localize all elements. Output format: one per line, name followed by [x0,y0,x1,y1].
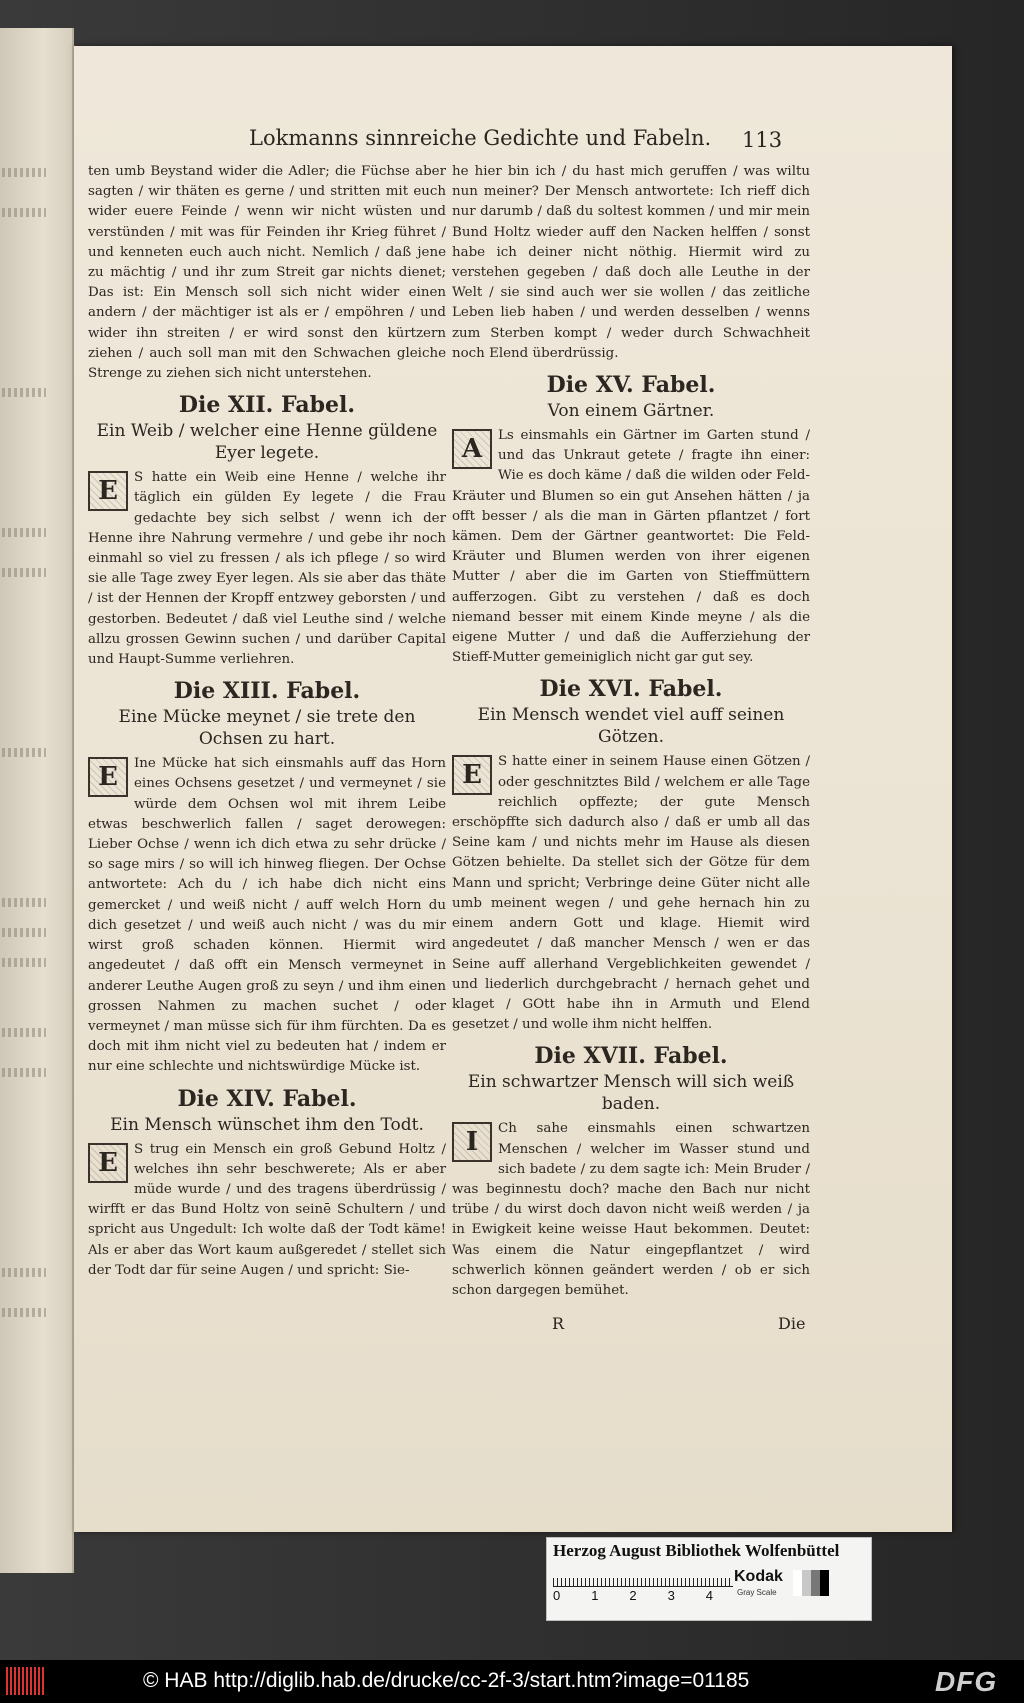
ruler-label: 3 [667,1588,675,1603]
fable-text: S hatte ein Weib eine Henne / welche ihr täglich ein gülden Ey legete / die Frau gedachte bey sich selbst / wenn ich der Henne ihre Nahrung vermehre / und gebe ihr noch einmahl so viel zu fressen / als ich pflege / so wird sie alle Tage zwey Eyer legen. Als sie aber das thäte / ist der Hennen der Kropff entzwey geborsten / und gestorben. Bedeutet / daß viel Leuthe sind / welche allzu grossen Gewinn suchen / und darüber Capital und Haupt-Summe verliehren. [88,470,446,668]
fable-text: Ls einsmahls ein Gärtner im Garten stund / und das Unkraut getete / fragte ihn einer: Wie es doch käme / daß die wilden oder Feld-Kräuter und Blumen so ein gut Ansehen hätten / ja offt besser / als die man in Gärten pflantzet / fort kämen. Dem der Gärtner geantwortet: Die Feld-Kräuter und Blumen werden von ihrer eigenen Mutter / aber die im Garten von Stieffmüttern aufferzogen. Gibt zu verstehen / daß es doch niemand besser mit einem Kinde meyne / als die eigene Mutter / und daß die Aufferziehung der Stieff-Mutter gemeiniglich nicht gar gut sey. [452,428,810,666]
fable-subtitle: Ein Weib / welcher eine Henne güldene Eyer legete. [96,421,438,464]
gray-patches [793,1570,829,1596]
gray-patch [820,1570,829,1596]
book-page [74,46,952,1532]
decorated-initial: I [452,1122,492,1162]
previous-page-edge [0,28,74,1573]
fable-title: Die XVII. Fabel. [534,1043,728,1070]
fable-title: Die XII. Fabel. [178,392,356,419]
signature-mark: R [552,1314,565,1333]
fable-subtitle: Eine Mücke meynet / sie trete den Ochsen zu hart. [118,707,416,750]
ruler-label: 2 [629,1588,637,1603]
library-label: Herzog August Bibliothek Wolfenbüttel [553,1541,840,1560]
decorated-initial: E [88,1143,128,1183]
fable-title: Die XIII. Fabel. [173,678,361,705]
fable-text: Ine Mücke hat sich einsmahls auff das Horn eines Ochsens gesetzet / und vermeynet / sie würde dem Ochsen wol mit ihrem Leibe etwas beschwerlich fallen / saget derowegen: Lieber Ochse / wenn ich dich etwa zu sehr drücke / so sage mirs / so will ich hinweg fliegen. Der Ochse antwortete: Ach du / ich habe dich nicht eins gemercket / und weiß nicht / auff welch Horn du dich gesetzet / und weiß auch nicht / was du mir wirst groß schaden können. Hiermit wird angedeutet / daß offt ein Mensch vermeynet in anderer Leuthe Augen groß zu seyn / und ihm einen grossen Nahmen zu machen suchet / oder vermeynet / man müsse sich für ihm fürchten. Da es doch mit ihm nicht viel zu bedeuten hat / indem er nur eine schlechte und nichtswürdige Mücke ist. [88,756,446,1075]
ruler-icon [553,1568,733,1587]
ruler-labels [553,1588,713,1603]
footer-bar [0,1660,1024,1703]
decorated-initial: E [452,755,492,795]
gray-scale-label: Gray Scale [737,1588,777,1597]
source-link[interactable]: © HAB http://diglib.hab.de/drucke/cc-2f-3/start.htm?image=01185 [143,1669,750,1692]
gray-patch [811,1570,820,1596]
fable-subtitle: Ein Mensch wendet viel auff seinen Götzen. [477,705,785,748]
barcode-icon [6,1667,46,1695]
fable-title: Die XIV. Fabel. [177,1085,357,1112]
fable-subtitle: Von einem Gärtner. [547,401,715,422]
gray-patch [802,1570,811,1596]
fable-subtitle: Ein Mensch wünschet ihm den Todt. [110,1114,424,1135]
kodak-brand: Kodak [734,1568,783,1585]
left-column [88,162,446,1281]
fable-text: S hatte einer in seinem Hause einen Götzen / oder geschnitztes Bild / welchem er alle Tage reichlich opffezte; der gute Mensch erschöpffte sich dadurch also / daß er umb all das Seine kam / und nichts mehr im Hause als diesen Götzen behielte. Da stellet sich der Götze für dem Mann und spricht; Verbringe deine Güter nicht alle umb meinent wegen / und gehe hernach hin zu einem andern Gott und klage. Hiemit wird angedeutet / daß mancher Mensch / wen er das Seine auff allerhand Vergeblichkeiten gewendet / und liederlich durchgebracht / hernach gehet und klaget / GOtt habe ihn in Armuth und Elend gesetzet / und wolle ihm nicht helffen. [452,754,810,1033]
running-head: Lokmanns sinnreiche Gedichte und Fabeln. [249,126,712,150]
fable-title: Die XV. Fabel. [546,372,716,399]
continued-text: ten umb Beystand wider die Adler; die Füchse aber sagten / wir thäten es gerne / und stritten mit euch wider euere Feinde / wenn wir nicht wüsten und verstünden / mit was für Feinden ihr Krieg führet / und kenneten euch auch nicht. Nemlich / daß jene zu mächtig / und ihr zum Streit gar nichts dienet; Das ist: Ein Mensch soll sich nicht wider einen andern / der mächtiger ist als er / empöhren / und wider ihn streiten / er wird sonst den kürtzern ziehen / auch soll man mit den Schwachen gleiche Strenge zu ziehen sich nicht unterstehen. [88,164,446,382]
dfg-logo: DFG [935,1666,998,1697]
fable-subtitle: Ein schwartzer Mensch will sich weiß baden. [467,1072,795,1115]
right-column [452,162,810,1301]
continued-text: he hier bin ich / du hast mich geruffen / was wiltu nun meiner? Der Mensch antwortete: Ich rieff dich nur darumb / daß du soltest kommen / und mir mein Bund Holtz wieder auff den Nacken helffen / sonst habe ich deiner nicht nöthig. Hiermit wird zu verstehen gegeben / daß doch alle Leuthe in der Welt / sie sind auch wer sie wollen / das zeitliche Leben lieb haben / und werden desselben / wenns zum Sterben kompt / weder durch Schwachheit noch Elend überdrüssig. [452,164,810,361]
ruler-label: 1 [591,1588,599,1603]
decorated-initial: A [452,429,492,469]
ruler-label: 0 [553,1588,561,1603]
fable-text: S trug ein Mensch ein groß Gebund Holtz / welches ihn sehr beschwerete; Als er aber müde wurde / und des tragens überdrüssig / wirfft er das Bund Holtz von seinē Schultern / und spricht aus Ungedult: Ich wolte daß der Todt käme! Als er aber das Wort kaum außgeredet / stellet sich der Todt dar für seine Augen / und spricht: Sie- [88,1141,446,1278]
gray-patch [793,1570,802,1596]
fable-title: Die XVI. Fabel. [539,676,723,703]
page-number: 113 [742,128,783,152]
decorated-initial: E [88,757,128,797]
fable-text: Ch sahe einsmahls einen schwartzen Menschen / welcher im Wasser stund und sich badete / zu dem sagte ich: Mein Bruder / was beginnestu doch? mache den Bach nur nicht trübe / du wirst doch davon nicht weiß werden / ja in Ewigkeit keine weisse Haut bekommen. Deutet: Was einem die Natur eingepflantzet / wird schwerlich können geändert werden / ob er sich schon dargegen bemühet. [452,1121,810,1298]
ruler-label: 4 [705,1588,713,1603]
catchword: Die [778,1314,806,1333]
decorated-initial: E [88,471,128,511]
color-scale-card [546,1537,872,1621]
